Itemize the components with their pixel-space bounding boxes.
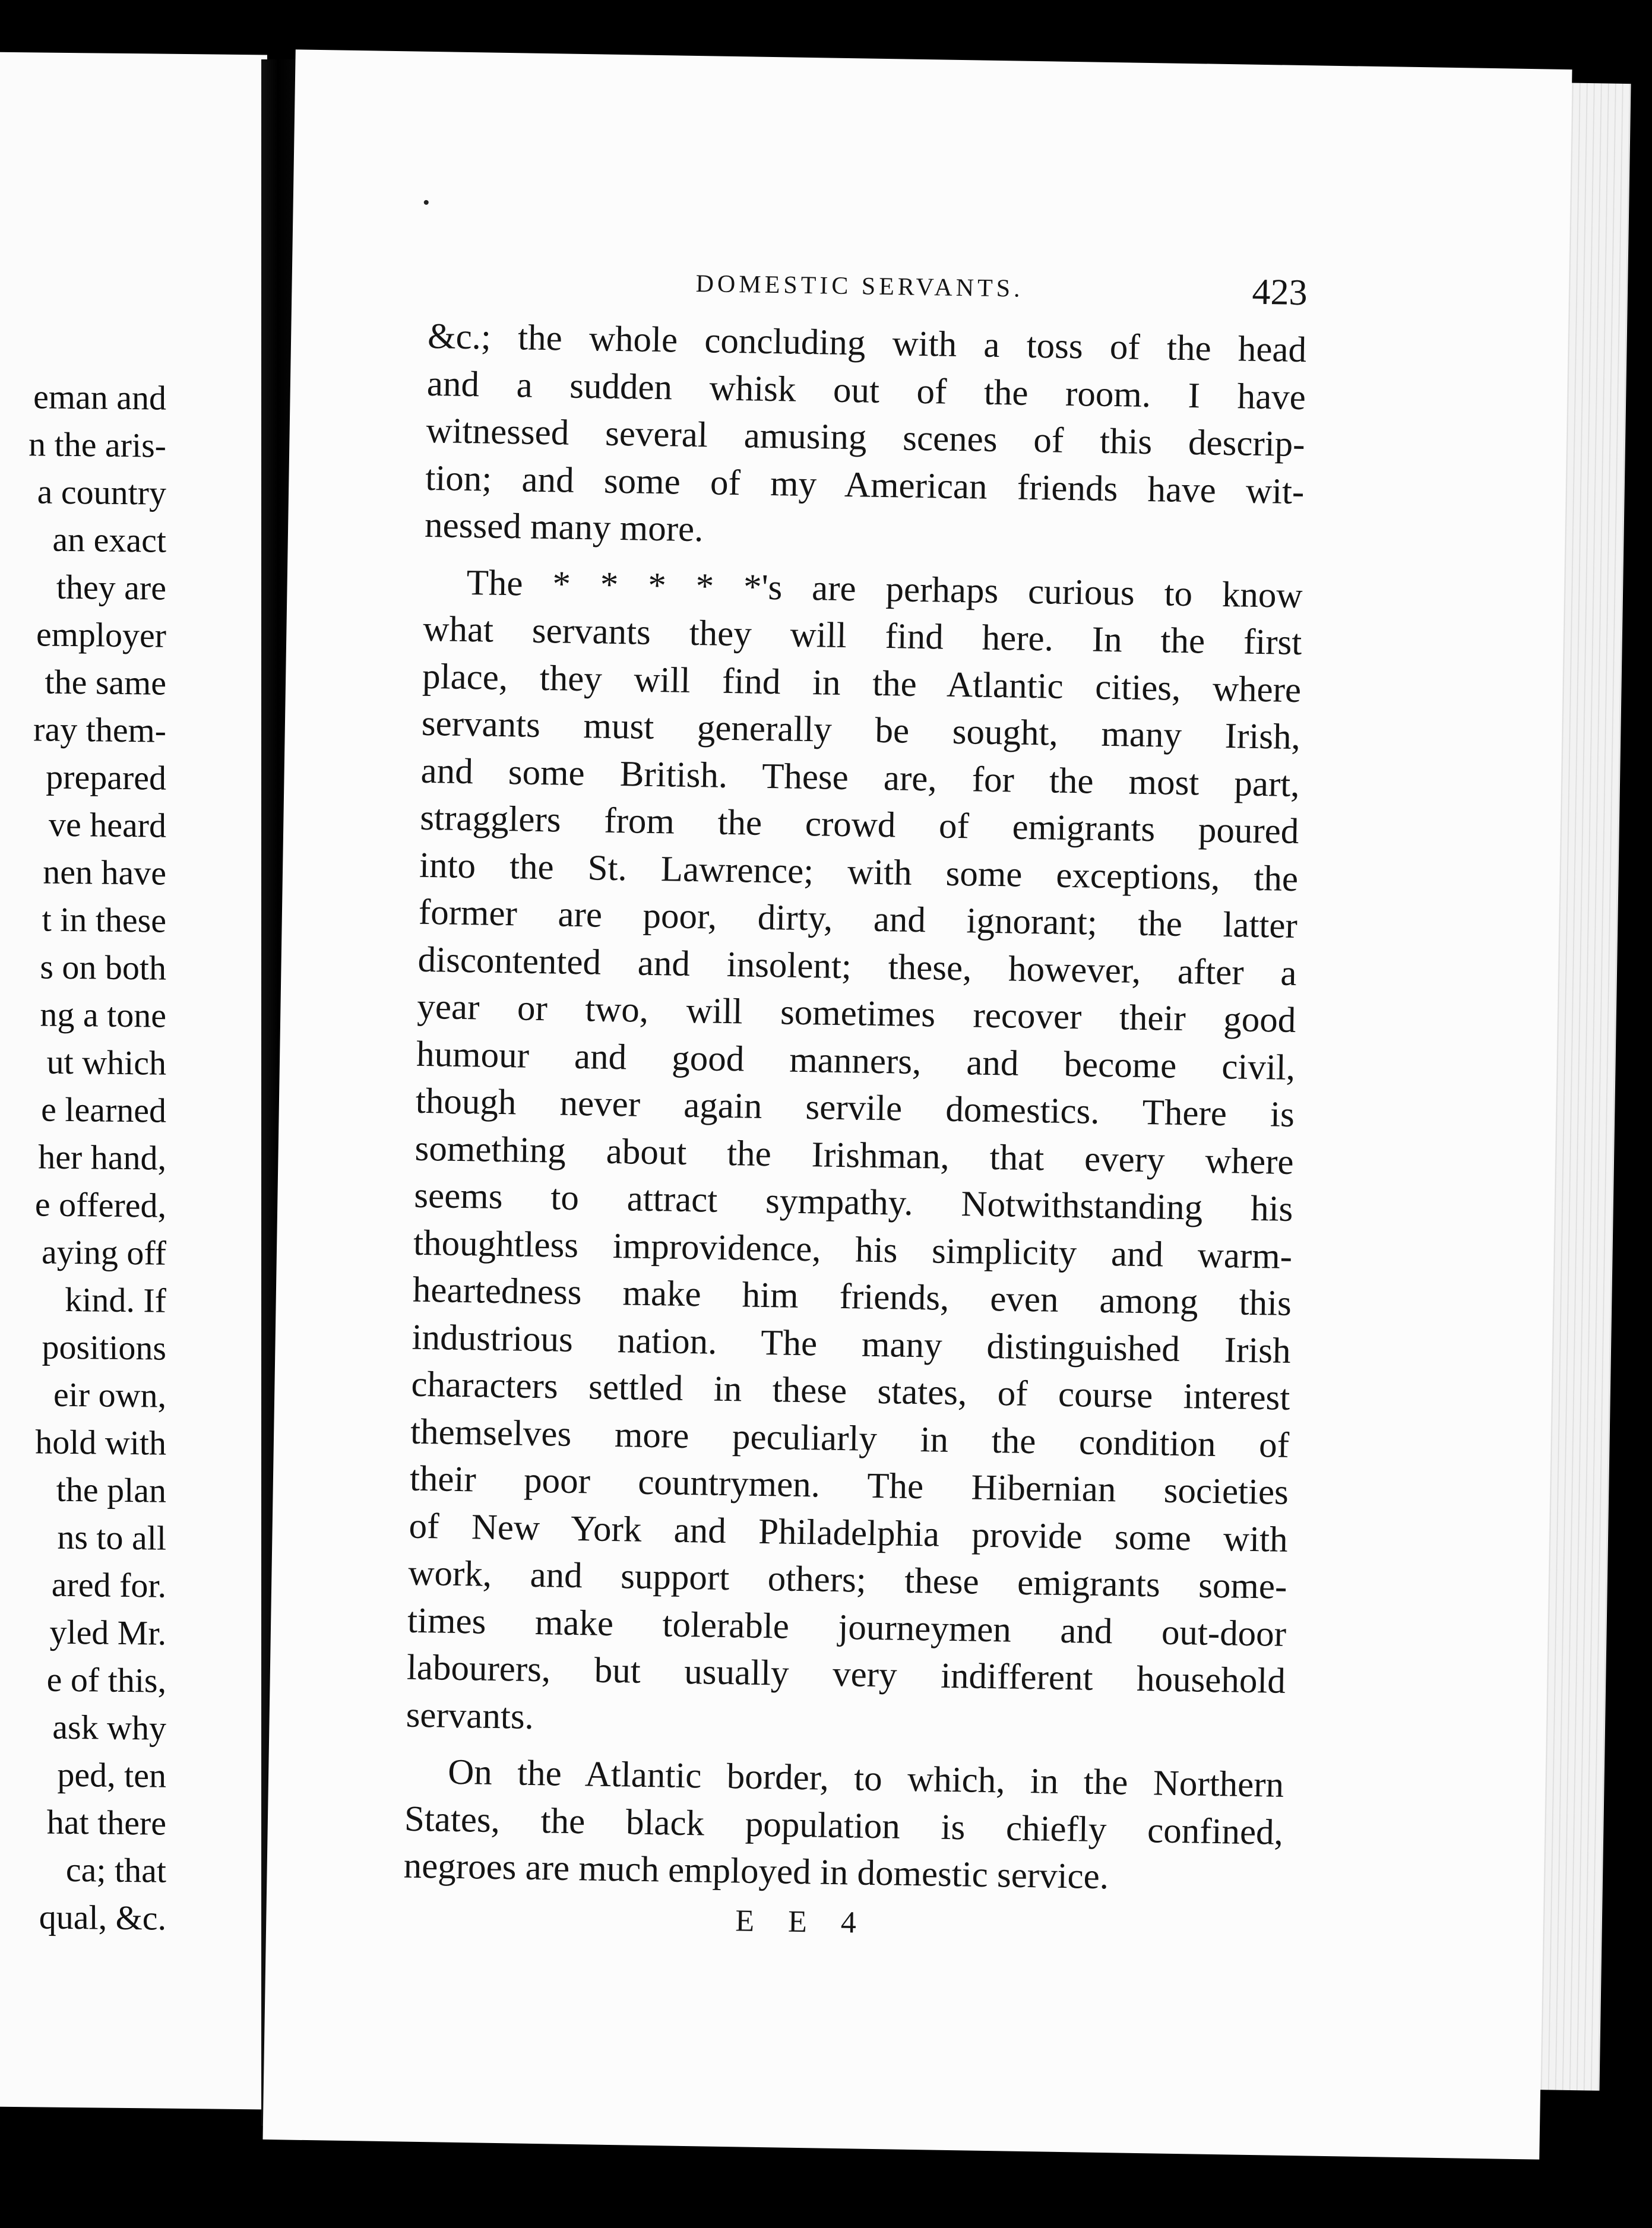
text-line: themselves more peculiarly in the condition of bbox=[410, 1412, 1290, 1466]
page-number: 423 bbox=[1252, 271, 1308, 314]
left-page-line: an exact bbox=[52, 520, 166, 560]
body-text bbox=[403, 313, 1307, 1903]
text-line: industrious nation. The many distinguished Irish bbox=[412, 1317, 1292, 1371]
right-page bbox=[262, 49, 1572, 2159]
text-line: The * * * * *'s are perhaps curious to know bbox=[466, 562, 1303, 616]
left-page-line: ve heard bbox=[48, 805, 166, 845]
text-line: heartedness make him friends, even among this bbox=[412, 1270, 1292, 1324]
left-page-line: positions bbox=[42, 1327, 166, 1368]
left-page-line: the plan bbox=[56, 1470, 166, 1510]
text-line: thoughtless improvidence, his simplicity and warm- bbox=[413, 1223, 1293, 1277]
paragraph bbox=[406, 558, 1303, 1752]
left-page-line: employer bbox=[36, 615, 166, 655]
left-page bbox=[0, 52, 267, 2110]
text-line: States, the black population is chiefly confined, bbox=[404, 1799, 1284, 1853]
text-line: place, they will find in the Atlantic cities, where bbox=[422, 656, 1302, 710]
text-line: negroes are much employed in domestic service. bbox=[403, 1846, 1109, 1897]
left-page-line: ng a tone bbox=[40, 995, 166, 1035]
text-line: discontented and insolent; these, however, after a bbox=[417, 939, 1297, 993]
left-page-line: ca; that bbox=[65, 1850, 166, 1890]
left-page-line: her hand, bbox=[38, 1137, 166, 1178]
left-page-line: eir own, bbox=[53, 1375, 166, 1415]
text-line: humour and good manners, and become civil, bbox=[416, 1034, 1296, 1088]
running-title: DOMESTIC SERVANTS. bbox=[695, 270, 1024, 303]
text-line: their poor countrymen. The Hibernian societies bbox=[409, 1458, 1289, 1512]
ink-dot bbox=[424, 200, 429, 205]
left-page-line: ask why bbox=[52, 1707, 166, 1748]
left-page-line: eman and bbox=[33, 377, 166, 417]
text-line: tion; and some of my American friends have wit- bbox=[425, 458, 1305, 512]
left-page-line: n the aris- bbox=[29, 425, 166, 465]
left-page-line: hold with bbox=[35, 1422, 166, 1463]
text-line: On the Atlantic border, to which, in the Northern bbox=[447, 1752, 1284, 1805]
text-line: nessed many more. bbox=[424, 505, 704, 550]
left-page-line: ns to all bbox=[57, 1517, 166, 1558]
left-page-line: t in these bbox=[42, 900, 166, 940]
text-line: &c.; the whole concluding with a toss of the head bbox=[427, 316, 1307, 371]
text-line: former are poor, dirty, and ignorant; the latter bbox=[418, 892, 1298, 947]
text-line: work, and support others; these emigrants some- bbox=[407, 1553, 1287, 1607]
left-page-line: they are bbox=[56, 567, 166, 607]
text-line: seems to attract sympathy. Notwithstanding his bbox=[413, 1175, 1293, 1229]
text-line: of New York and Philadelphia provide some with bbox=[409, 1506, 1289, 1560]
text-line: year or two, will sometimes recover their good bbox=[416, 986, 1296, 1040]
signature-mark bbox=[403, 1893, 1282, 1954]
left-page-line: aying off bbox=[42, 1232, 166, 1273]
left-page-line: nen have bbox=[43, 852, 166, 893]
left-page-line: kind. If bbox=[65, 1280, 166, 1320]
left-page-line: ut which bbox=[46, 1042, 166, 1083]
left-page-line: ared for. bbox=[51, 1565, 166, 1605]
signature-text: E E 4 bbox=[735, 1903, 870, 1940]
text-line: into the St. Lawrence; with some exceptions, the bbox=[419, 845, 1299, 899]
left-page-line: e of this, bbox=[46, 1660, 166, 1700]
text-line: what servants they will find here. In the first bbox=[422, 609, 1302, 663]
left-page-line: qual, &c. bbox=[39, 1897, 166, 1938]
left-page-text bbox=[0, 372, 166, 1942]
left-page-line: the same bbox=[45, 662, 166, 702]
text-line: times make tolerable journeymen and out-door bbox=[407, 1600, 1287, 1654]
paragraph bbox=[425, 313, 1307, 563]
running-head bbox=[428, 248, 1308, 327]
left-page-line: e offered, bbox=[34, 1185, 166, 1225]
left-page-line: e learned bbox=[41, 1090, 166, 1130]
text-line: labourers, but usually very indifferent household bbox=[406, 1647, 1286, 1701]
left-page-line: ray them- bbox=[33, 710, 166, 750]
left-page-line: a country bbox=[37, 472, 166, 512]
text-line: servants. bbox=[406, 1695, 534, 1737]
text-line: something about the Irishman, that every where bbox=[414, 1128, 1295, 1182]
paragraph bbox=[403, 1748, 1284, 1904]
text-line: characters settled in these states, of course interest bbox=[410, 1364, 1290, 1418]
text-line: and a sudden whisk out of the room. I have bbox=[426, 363, 1306, 417]
left-page-line: s on both bbox=[40, 947, 166, 988]
left-page-line: ped, ten bbox=[57, 1755, 166, 1795]
text-line: and some British. These are, for the most part, bbox=[420, 751, 1300, 805]
text-line: stragglers from the crowd of emigrants poured bbox=[419, 797, 1299, 852]
text-line: witnessed several amusing scenes of this descrip- bbox=[426, 410, 1306, 465]
text-line: servants must generally be sought, many Irish, bbox=[421, 703, 1301, 758]
text-block bbox=[403, 248, 1308, 1954]
left-page-line: prepared bbox=[46, 757, 166, 797]
left-page-line: hat there bbox=[46, 1802, 166, 1843]
left-page-line: yled Mr. bbox=[49, 1612, 166, 1653]
text-line: though never again servile domestics. There is bbox=[415, 1081, 1295, 1135]
